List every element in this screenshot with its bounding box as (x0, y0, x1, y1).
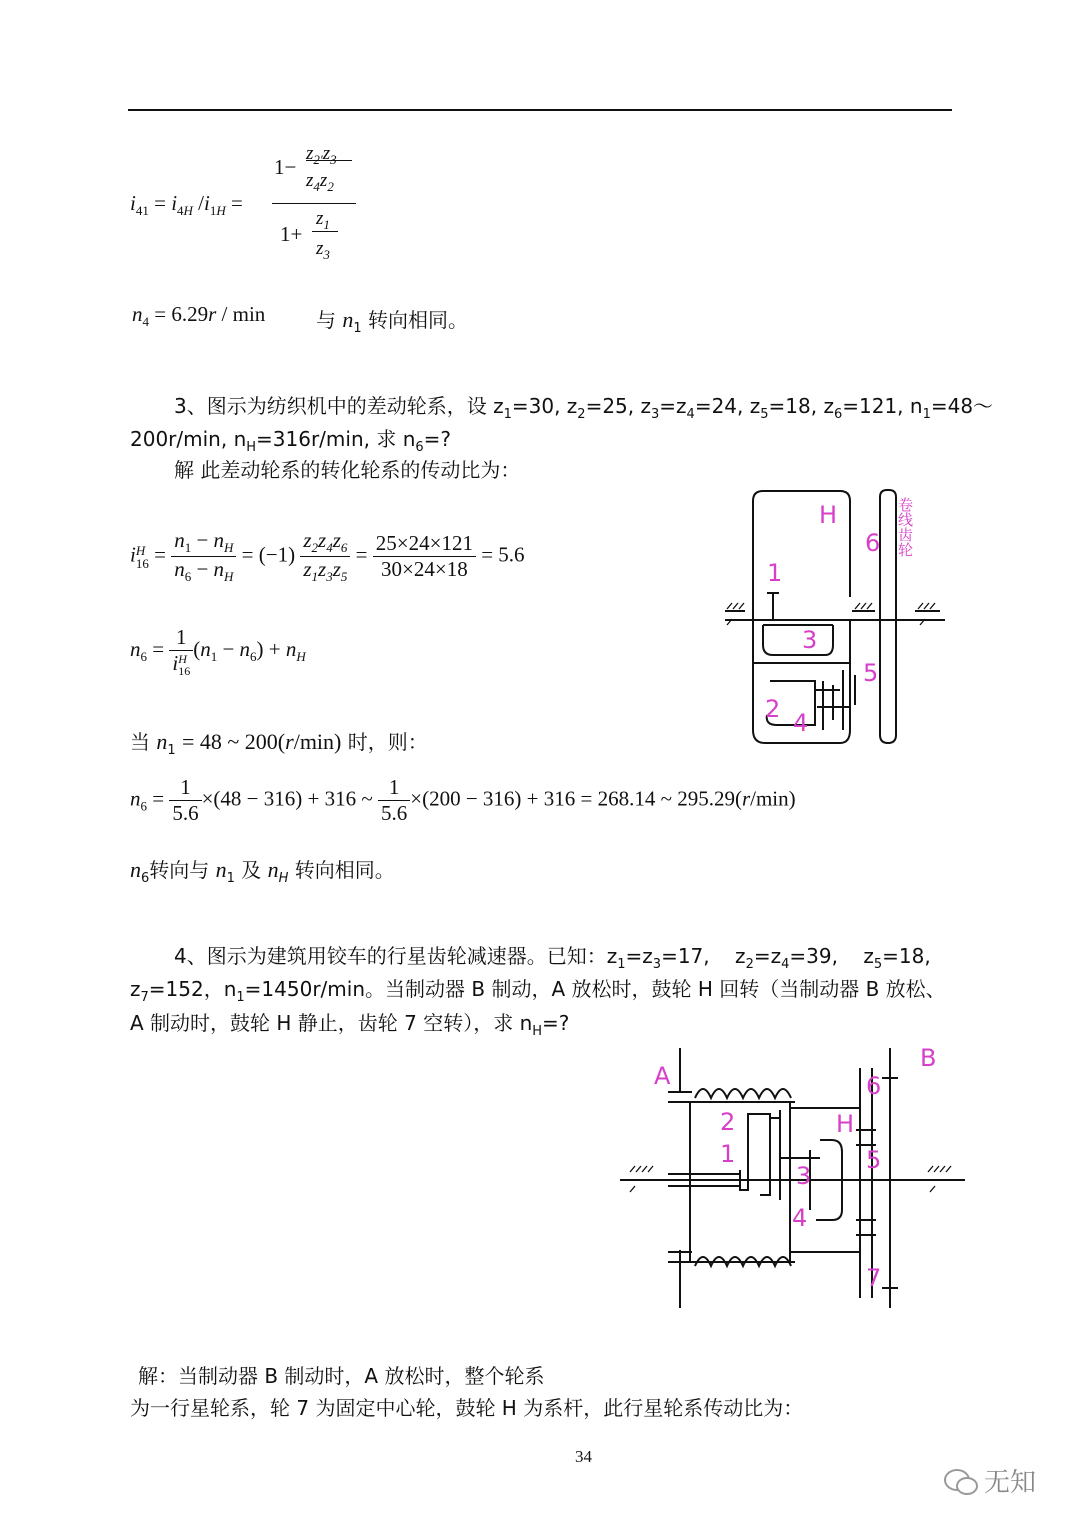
fig4-label-H: H (836, 1110, 855, 1138)
fig4-label-7: 7 (866, 1264, 882, 1292)
header-rule (128, 109, 952, 111)
problem3-n6-calc: $n_6$ = $\frac{1}{5.6}$ ×(48 − 316) + 316 ~ $\frac{1}{5.6}$ ×(200 − 316) + 316 = 268.14 ~ 295.29(r/min) (130, 775, 796, 825)
fig4-label-6: 6 (866, 1072, 882, 1100)
fig4-label-5: 5 (866, 1146, 882, 1174)
problem3-when: 当 $n_1 = 48$ ~ 200(r/min) 时，则： (130, 729, 428, 758)
problem3-solution-intro: 解 此差动轮系的转化轮系的传动比为： (174, 458, 521, 482)
fig3-label-1: 1 (767, 559, 783, 587)
problem4-statement-line1: 4、图示为建筑用铰车的行星齿轮减速器。已知：$z_1=z_3=17$, $z_2=z_4=39$, $z_5=18$, (174, 944, 931, 972)
problem4-solution-line2: 为一行星轮系，轮 7 为固定中心轮，鼓轮 H 为系杆，此行星轮系传动比为： (130, 1396, 804, 1420)
problem3-gear-diagram (715, 485, 950, 750)
fig4-label-A: A (654, 1062, 671, 1090)
fig3-label-2: 2 (765, 695, 781, 723)
fig3-side-label: 卷线齿轮 (896, 497, 914, 557)
n4-note: 与 $n_1$ 转向相同。 (316, 307, 468, 336)
fig4-label-4: 4 (792, 1204, 808, 1232)
problem3-ratio-equation: i H 16 = $\frac{n_1 - n_H}{n_6 - n_H}$ = (−1) $\frac{z_2z_4z_6}{z_1z_3z_5}$ = $\frac{25\times 24\times 121}{30\times 24\times 18}$ = 5.6 (130, 528, 525, 585)
fig3-label-4: 4 (793, 709, 809, 737)
wechat-icon (944, 1467, 978, 1495)
problem4-statement-line3: A 制动时，鼓轮 H 静止，齿轮 7 空转），求 $n_H=$? (130, 1011, 570, 1039)
problem3-conclusion: $n_6$转向与 $n_1$ 及 $n_H$ 转向相同。 (130, 857, 395, 886)
fig4-label-2: 2 (720, 1108, 736, 1136)
n4-result: $n_4 = 6.29r / \min$ (132, 302, 266, 330)
problem4-solution-line1: 解：当制动器 B 制动时，A 放松时，整个轮系 (138, 1364, 545, 1388)
fig3-label-3: 3 (802, 626, 818, 654)
watermark (944, 1462, 1036, 1499)
problem4-statement-line2: $z_7=152$，$n_1=1450r/\min$。当制动器 B 制动，A 放松时，鼓轮 H 回转（当制动器 B 放松、 (130, 977, 946, 1005)
problem4-gear-diagram (620, 1040, 965, 1312)
problem3-statement-line1: 3、图示为纺织机中的差动轮系，设 $z_1=30$, $z_2=25$, $z_3=z_4=24$, $z_5=18$, $z_6=121$, $n_1=48\sim$ (174, 394, 994, 422)
problem3-n6-formula: $n_6$ = 1 i H 16 $(n_1 - n_6) + n_H$ (130, 625, 306, 679)
fig4-label-3: 3 (796, 1162, 812, 1190)
watermark-text: 无知 (984, 1468, 1037, 1498)
fig4-label-1: 1 (720, 1140, 736, 1168)
fig3-label-6: 6 (865, 529, 881, 557)
page-number: 34 (575, 1447, 592, 1466)
fig3-label-5: 5 (863, 659, 879, 687)
problem3-statement-line2: 200r/min, $n_H=316r/\min$, 求 $n_6=$? (130, 427, 452, 455)
fig3-label-H: H (819, 501, 838, 529)
fig4-label-B: B (920, 1044, 937, 1072)
